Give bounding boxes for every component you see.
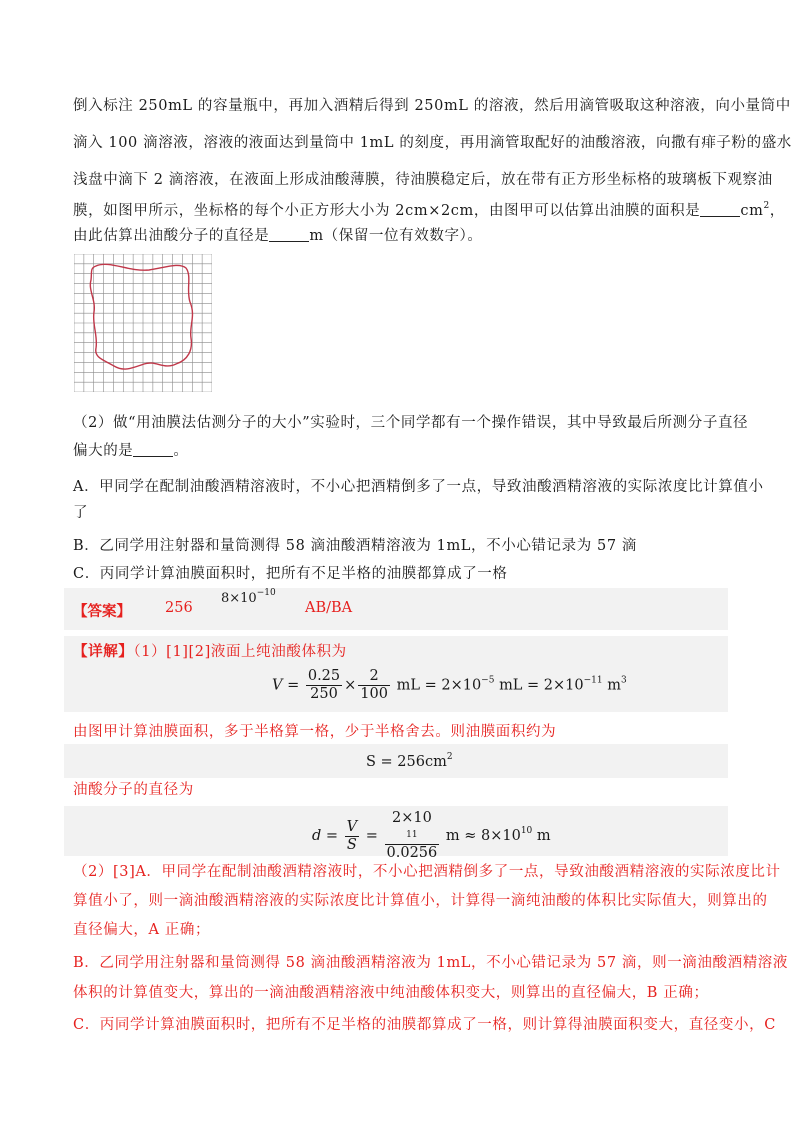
oil-film-outline: [90, 264, 192, 369]
fraction-v: V: [346, 818, 358, 835]
fraction-diameter: [385, 810, 440, 862]
option-b-detail-line-2: 体积的计算值变大，算出的一滴油酸酒精溶液中纯油酸体积变大，则算出的直径偏大，B 正确；: [73, 985, 709, 1001]
oil-film-grid-figure: [74, 254, 212, 392]
punctuation: 。: [173, 443, 189, 459]
fraction-2-num: 2: [358, 668, 390, 686]
formula-3-r2: m: [536, 828, 551, 844]
area-text: 由图甲计算油膜面积，多于半格算一格，少于半格舍去。则油膜面积约为: [73, 724, 557, 740]
fraction-diameter-num: [385, 810, 440, 845]
question-line-5-text: 由此估算出油酸分子的直径是: [73, 228, 270, 244]
question-line-1: 倒入标注 250mL 的容量瓶中，再加入酒精后得到 250mL 的溶液，然后用滴管吸取这种溶液，向小量筒中: [73, 98, 791, 114]
answer-value-2-exp: −10: [256, 588, 276, 598]
question-line-2: 滴入 100 滴溶液，溶液的液面达到量筒中 1mL 的刻度，再用滴管取配好的油酸溶液，向撒有痱子粉的盛水: [73, 135, 792, 151]
part2-line-2-text: 偏大的是: [73, 443, 134, 459]
fraction-diameter-num-exp: 11: [406, 830, 418, 840]
option-b-detail-line-1: B．乙同学用注射器和量筒测得 58 滴油酸酒精溶液为 1mL，不小心错记录为 57 滴，则一滴油酸酒精溶液: [73, 955, 789, 971]
answer-blank-part2: [133, 442, 173, 457]
part2-line-1: （2）做“用油膜法估测分子的大小”实验时，三个同学都有一个操作错误，其中导致最后所测分子直径: [73, 415, 749, 431]
formula-1-r2: mL = 2×10: [499, 677, 584, 694]
answer-value-1: 256: [165, 600, 193, 616]
diameter-text: 油酸分子的直径为: [73, 782, 194, 798]
part2-detail-line-2: 算值小了，则一滴油酸酒精溶液的实际浓度比计算值小，计算得一滴纯油酸的体积比实际值大，则算出的: [73, 893, 768, 909]
option-c: C．丙同学计算油膜面积时，把所有不足半格的油膜都算成了一格: [73, 566, 508, 582]
punctuation: ，: [769, 203, 785, 219]
times-sign: ×: [344, 677, 357, 694]
part2-detail-line-3: 直径偏大，A 正确；: [73, 922, 211, 938]
detail-intro: [73, 642, 347, 662]
question-line-3: 浅盘中滴下 2 滴溶液，在液面上形成油酸薄膜，待油膜稳定后，放在带有正方形坐标格的玻璃板下观察油: [73, 172, 773, 188]
part2-detail-line-1: （2）[3]A．甲同学在配制油酸酒精溶液时，不小心把酒精倒多了一点，导致油酸酒精溶液的实际浓度比计: [73, 864, 781, 880]
option-a-line-1: A．甲同学在配制油酸酒精溶液时，不小心把酒精倒多了一点，导致油酸酒精溶液的实际浓度比计算值小: [73, 479, 764, 495]
fraction-s: S: [346, 836, 357, 853]
formula-1-r3: m: [607, 677, 621, 694]
formula-1-lhs: V =: [272, 677, 300, 694]
unit-text: cm: [740, 203, 764, 219]
answer-value-2-base: 8×10: [221, 591, 257, 606]
formula-diameter: [312, 810, 551, 862]
fraction-2-den: 100: [360, 686, 388, 702]
answer-value-3: AB/BA: [305, 600, 353, 616]
formula-2-lhs: S = 256cm: [366, 754, 447, 770]
equals-sign: =: [365, 828, 378, 844]
question-line-5: [73, 226, 483, 246]
formula-volume: [272, 668, 627, 703]
formula-3-lhs: d =: [312, 828, 339, 844]
option-b: B．乙同学用注射器和量筒测得 58 滴油酸酒精溶液为 1mL，不小心错记录为 57 滴: [73, 538, 638, 554]
fraction-1-den: 250: [310, 686, 338, 702]
formula-3-e1: 10: [520, 826, 533, 836]
fraction-1: [306, 668, 342, 703]
answer-blank-area: [700, 202, 740, 217]
formula-1-e1: −5: [481, 675, 495, 686]
fraction-diameter-num-base: 2×10: [391, 810, 432, 826]
answer-value-2: [221, 588, 276, 606]
fraction-1-num: 0.25: [307, 668, 341, 684]
question-line-5-end: m（保留一位有效数字）。: [309, 228, 483, 244]
formula-area: [366, 752, 453, 770]
formula-3-r1: m ≈ 8×10: [445, 828, 521, 844]
unit-superscript: 2: [763, 201, 770, 211]
answer-blank-diameter: [269, 227, 309, 242]
option-a-line-2: 了: [73, 505, 89, 521]
question-line-4-text: 膜，如图甲所示，坐标格的每个小正方形大小为 2cm×2cm，由图甲可以估算出油膜的面积是: [73, 203, 701, 219]
formula-1-e3: 3: [621, 675, 627, 686]
answer-tag: 【答案】: [73, 603, 131, 620]
part2-line-2: [73, 441, 189, 461]
option-c-detail-line-1: C．丙同学计算油膜面积时，把所有不足半格的油膜都算成了一格，则计算得油膜面积变大，直径变小，C: [73, 1017, 776, 1033]
formula-1-r1: mL = 2×10: [396, 677, 482, 694]
fraction-v-s: [345, 819, 359, 854]
detail-tag: 【详解】: [73, 643, 134, 660]
formula-1-e2: −11: [583, 675, 603, 686]
question-line-4: [73, 196, 785, 221]
formula-2-sup: 2: [446, 752, 453, 762]
fraction-2: [358, 668, 390, 703]
answer-background: [64, 588, 728, 630]
detail-intro-text: （1）[1][2]液面上纯油酸体积为: [133, 644, 347, 660]
fraction-diameter-den: 0.0256: [386, 845, 438, 861]
